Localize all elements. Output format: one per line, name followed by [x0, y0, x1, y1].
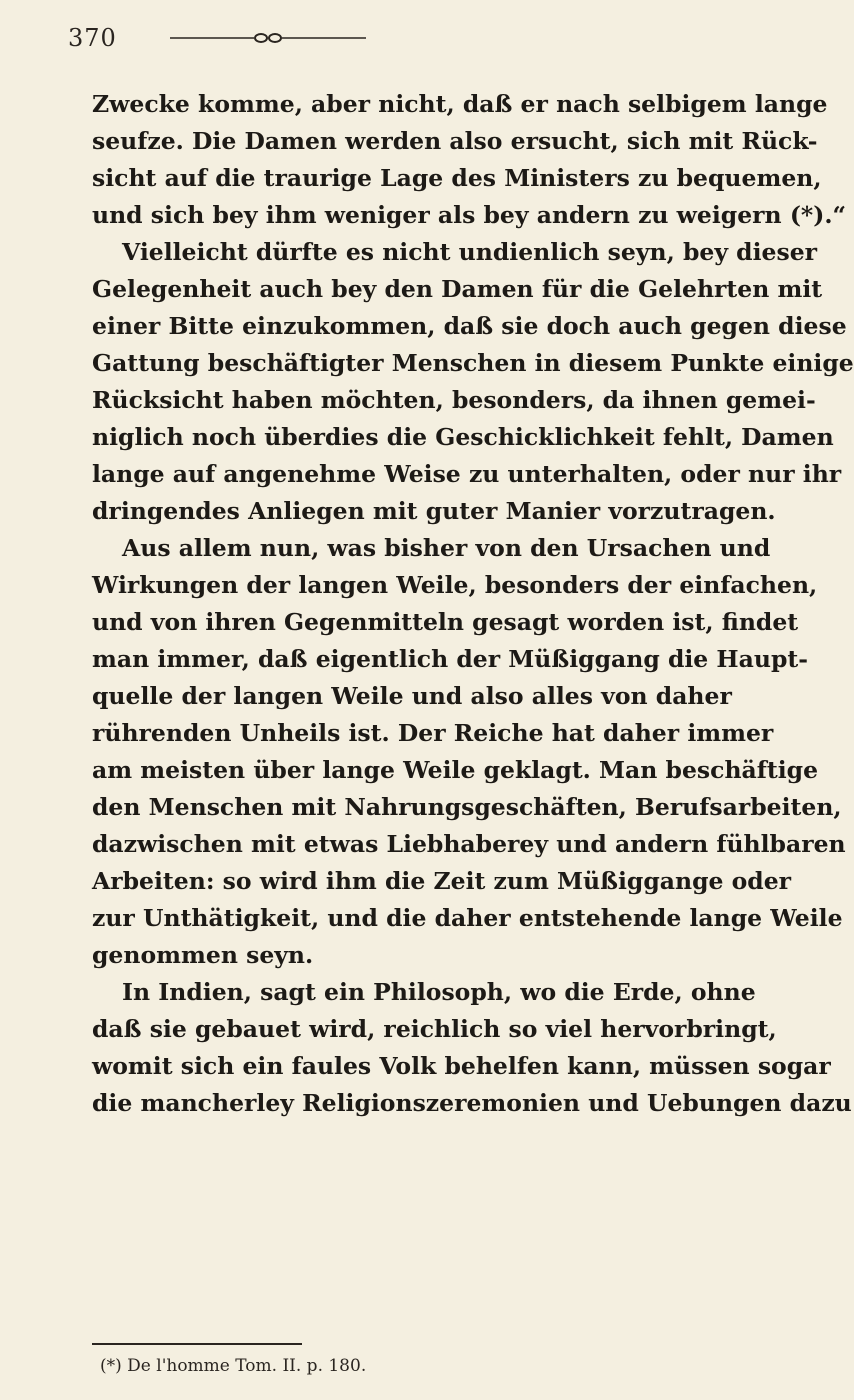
- text-line: Gelegenheit auch bey den Damen für die Gelehrten mit: [92, 275, 823, 303]
- text-line: womit sich ein faules Volk behelfen kann, müssen sogar: [92, 1052, 831, 1080]
- text-line: Zwecke komme, aber nicht, daß er nach selbigem lange: [92, 90, 828, 118]
- text-line: am meisten über lange Weile geklagt. Man beschäftige: [92, 756, 819, 784]
- text-line: niglich noch überdies die Geschicklichkeit fehlt, Damen: [92, 423, 834, 451]
- text-line: einer Bitte einzukommen, daß sie doch auch gegen diese: [92, 312, 847, 340]
- text-line: Aus allem nun, was bisher von den Ursachen und: [122, 534, 771, 562]
- text-line: und von ihren Gegenmitteln gesagt worden ist, findet: [92, 608, 799, 636]
- text-line: rührenden Unheils ist. Der Reiche hat daher immer: [92, 719, 774, 747]
- text-line: In Indien, sagt ein Philosoph, wo die Erde, ohne: [122, 978, 756, 1006]
- text-line: Vielleicht dürfte es nicht undienlich seyn, bey dieser: [122, 238, 818, 266]
- text-line: Arbeiten: so wird ihm die Zeit zum Müßiggange oder: [92, 867, 792, 895]
- text-line: daß sie gebauet wird, reichlich so viel hervorbringt,: [92, 1015, 777, 1043]
- text-line: dringendes Anliegen mit guter Manier vorzutragen.: [92, 497, 776, 525]
- text-line: lange auf angenehme Weise zu unterhalten, oder nur ihr: [92, 460, 842, 488]
- page-number: 370: [68, 24, 117, 52]
- footnote-rule: [92, 1343, 302, 1345]
- text-line: zur Unthätigkeit, und die daher entstehende lange Weile: [92, 904, 843, 932]
- text-line: den Menschen mit Nahrungsgeschäften, Berufsarbeiten,: [92, 793, 842, 821]
- text-line: die mancherley Religionszeremonien und Uebungen dazu: [92, 1089, 852, 1117]
- text-line: quelle der langen Weile und also alles von daher: [92, 682, 732, 710]
- footnote: (*) De l'homme Tom. II. p. 180.: [100, 1356, 367, 1376]
- text-line: genommen seyn.: [92, 941, 314, 969]
- text-line: Gattung beschäftigter Menschen in diesem Punkte einige: [92, 349, 854, 377]
- text-line: und sich bey ihm weniger als bey andern zu weigern (*).“: [92, 201, 847, 229]
- text-line: sicht auf die traurige Lage des Ministers zu bequemen,: [92, 164, 822, 192]
- text-line: Wirkungen der langen Weile, besonders der einfachen,: [92, 571, 818, 599]
- text-line: man immer, daß eigentlich der Müßiggang die Haupt-: [92, 645, 808, 673]
- header-ornament: [168, 28, 368, 48]
- main-text: [92, 86, 854, 1122]
- text-line: dazwischen mit etwas Liebhaberey und andern fühlbaren: [92, 830, 846, 858]
- text-line: seufze. Die Damen werden also ersucht, sich mit Rück-: [92, 127, 818, 155]
- text-line: Rücksicht haben möchten, besonders, da ihnen gemei-: [92, 386, 816, 414]
